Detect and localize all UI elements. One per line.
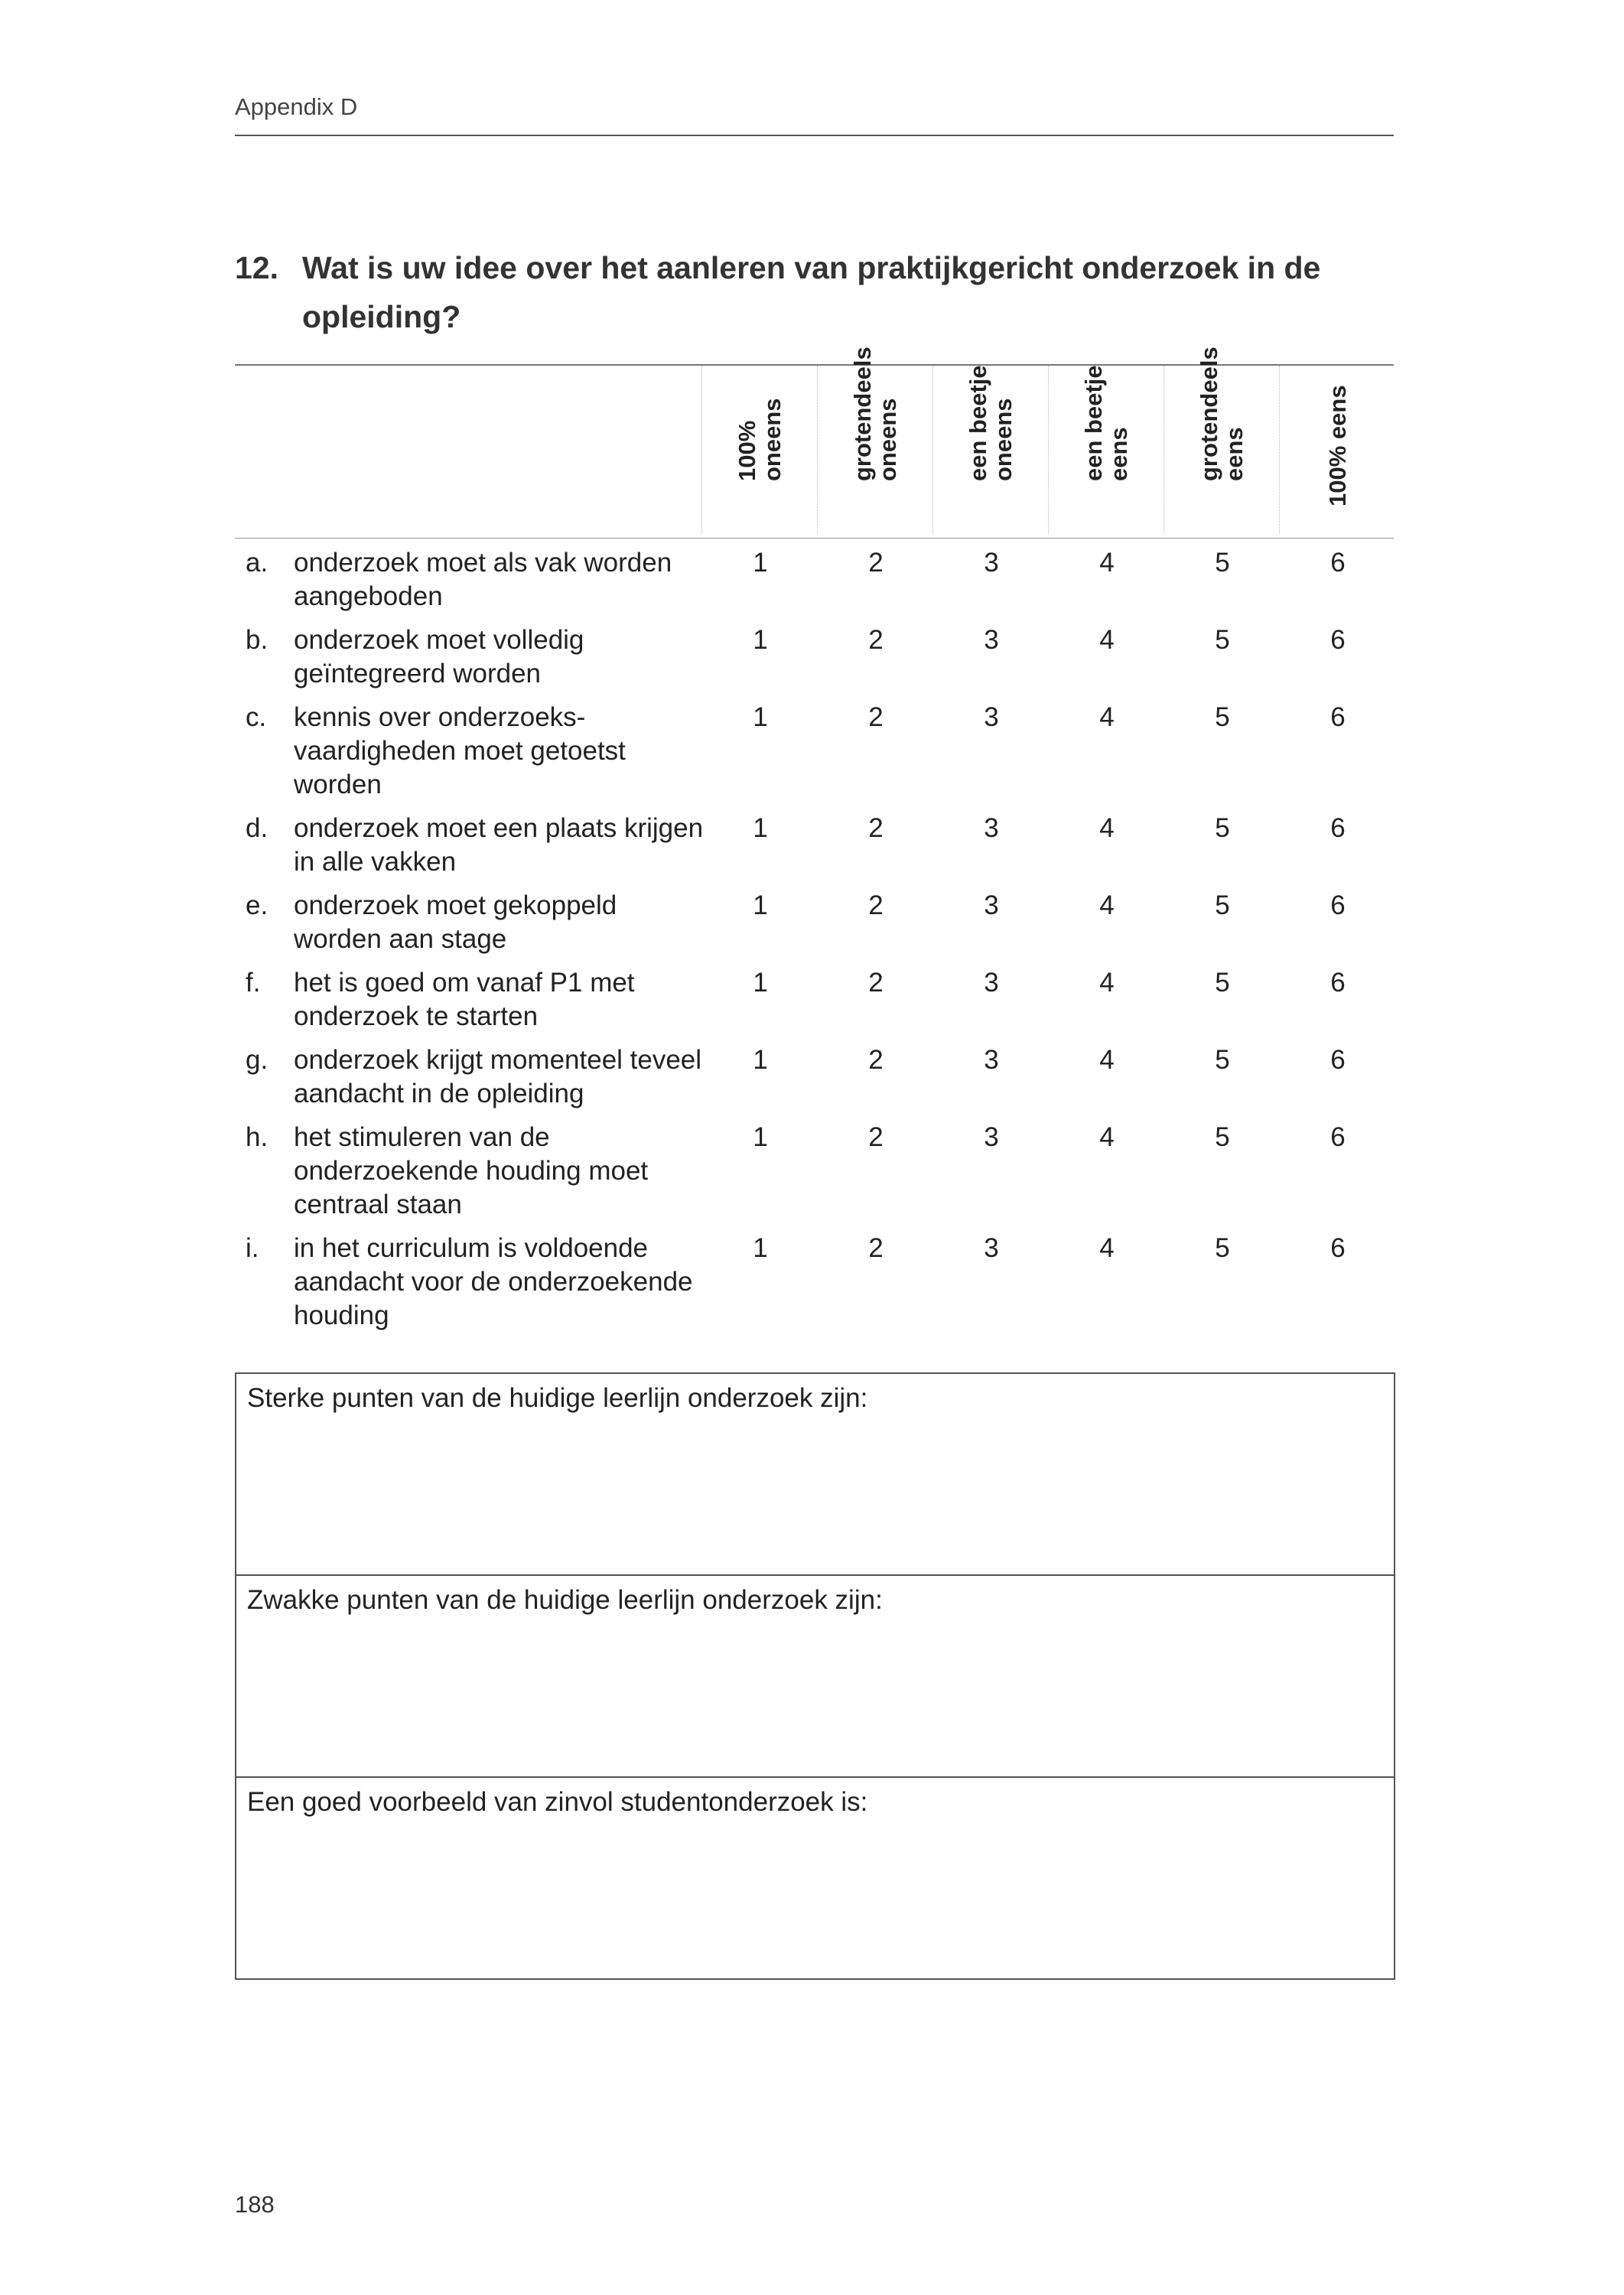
row-letter: i. [246, 1233, 259, 1263]
score-4: 4 [1099, 625, 1115, 655]
question-number: 12. [235, 250, 278, 285]
score-3: 3 [984, 968, 999, 998]
weaknesses-answer-box[interactable] [235, 1574, 1395, 1778]
score-6: 6 [1330, 1122, 1346, 1152]
score-4: 4 [1099, 1233, 1115, 1263]
row-letter: h. [246, 1122, 268, 1152]
column-header-een-beetje-oneens: een beetje oneens [965, 365, 1017, 481]
score-6: 6 [1330, 1045, 1346, 1075]
score-6: 6 [1330, 890, 1346, 920]
score-1: 1 [753, 702, 768, 732]
strengths-label: Sterke punten van de huidige leerlijn onderzoek zijn: [247, 1383, 868, 1413]
row-statement: kennis over onderzoeks-vaardigheden moet getoetst worden [294, 702, 626, 799]
score-6: 6 [1330, 625, 1346, 655]
score-5: 5 [1215, 1122, 1230, 1152]
table-header-rule [235, 538, 1394, 539]
column-header-grotendeels-oneens: grotendeels oneens [849, 347, 901, 481]
score-6: 6 [1330, 702, 1346, 732]
column-header-een-beetje-eens: een beetje eens [1080, 365, 1132, 481]
score-1: 1 [753, 625, 768, 655]
score-5: 5 [1215, 890, 1230, 920]
strengths-answer-box[interactable] [235, 1372, 1395, 1576]
column-header-100-eens: 100% eens [1324, 385, 1351, 506]
score-4: 4 [1099, 548, 1115, 578]
score-4: 4 [1099, 968, 1115, 998]
row-statement: het is goed om vanaf P1 met onderzoek te starten [294, 968, 635, 1031]
score-1: 1 [753, 1045, 768, 1075]
score-1: 1 [753, 1122, 768, 1152]
question-text: Wat is uw idee over het aanleren van praktijkgericht onderzoek in de opleiding? [302, 250, 1321, 334]
score-5: 5 [1215, 813, 1230, 843]
weaknesses-label: Zwakke punten van de huidige leerlijn onderzoek zijn: [247, 1585, 883, 1615]
score-5: 5 [1215, 968, 1230, 998]
score-4: 4 [1099, 813, 1115, 843]
score-5: 5 [1215, 1045, 1230, 1075]
score-2: 2 [868, 968, 884, 998]
score-2: 2 [868, 702, 884, 732]
score-4: 4 [1099, 702, 1115, 732]
score-4: 4 [1099, 890, 1115, 920]
row-letter: b. [246, 625, 268, 655]
row-statement: het stimuleren van de onderzoekende houding moet centraal staan [294, 1122, 649, 1219]
row-letter: e. [246, 890, 268, 920]
score-1: 1 [753, 1233, 768, 1263]
score-2: 2 [868, 1233, 884, 1263]
page-header [235, 93, 1394, 136]
score-1: 1 [753, 813, 768, 843]
score-6: 6 [1330, 548, 1346, 578]
example-label: Een goed voorbeeld van zinvol studentonderzoek is: [247, 1787, 868, 1817]
score-3: 3 [984, 1233, 999, 1263]
row-letter: a. [246, 548, 268, 578]
row-letter: c. [246, 702, 267, 732]
score-3: 3 [984, 548, 999, 578]
score-1: 1 [753, 548, 768, 578]
row-letter: g. [246, 1045, 268, 1075]
score-3: 3 [984, 625, 999, 655]
row-statement: onderzoek moet als vak worden aangeboden [294, 548, 672, 611]
score-2: 2 [868, 813, 884, 843]
score-5: 5 [1215, 625, 1230, 655]
score-3: 3 [984, 1045, 999, 1075]
row-statement: onderzoek krijgt momenteel teveel aandacht in de opleiding [294, 1045, 702, 1108]
row-statement: onderzoek moet gekoppeld worden aan stage [294, 890, 617, 954]
score-3: 3 [984, 890, 999, 920]
header-title: Appendix D [235, 93, 358, 120]
row-statement: in het curriculum is voldoende aandacht voor de onderzoekende houding [294, 1233, 693, 1330]
score-4: 4 [1099, 1045, 1115, 1075]
column-header-grotendeels-eens: grotendeels eens [1196, 347, 1248, 481]
score-2: 2 [868, 1122, 884, 1152]
score-3: 3 [984, 702, 999, 732]
score-2: 2 [868, 548, 884, 578]
score-6: 6 [1330, 813, 1346, 843]
score-3: 3 [984, 813, 999, 843]
page-number: 188 [235, 2191, 275, 2218]
row-letter: f. [246, 968, 261, 998]
score-5: 5 [1215, 1233, 1230, 1263]
score-2: 2 [868, 1045, 884, 1075]
score-5: 5 [1215, 548, 1230, 578]
score-2: 2 [868, 625, 884, 655]
score-4: 4 [1099, 1122, 1115, 1152]
score-3: 3 [984, 1122, 999, 1152]
score-1: 1 [753, 890, 768, 920]
score-2: 2 [868, 890, 884, 920]
example-answer-box[interactable] [235, 1776, 1395, 1980]
row-statement: onderzoek moet volledig geïntegreerd worden [294, 625, 584, 688]
row-letter: d. [246, 813, 268, 843]
column-header-100-oneens: 100% oneens [734, 398, 786, 481]
score-6: 6 [1330, 968, 1346, 998]
score-6: 6 [1330, 1233, 1346, 1263]
row-statement: onderzoek moet een plaats krijgen in alle vakken [294, 813, 704, 877]
score-1: 1 [753, 968, 768, 998]
score-5: 5 [1215, 702, 1230, 732]
